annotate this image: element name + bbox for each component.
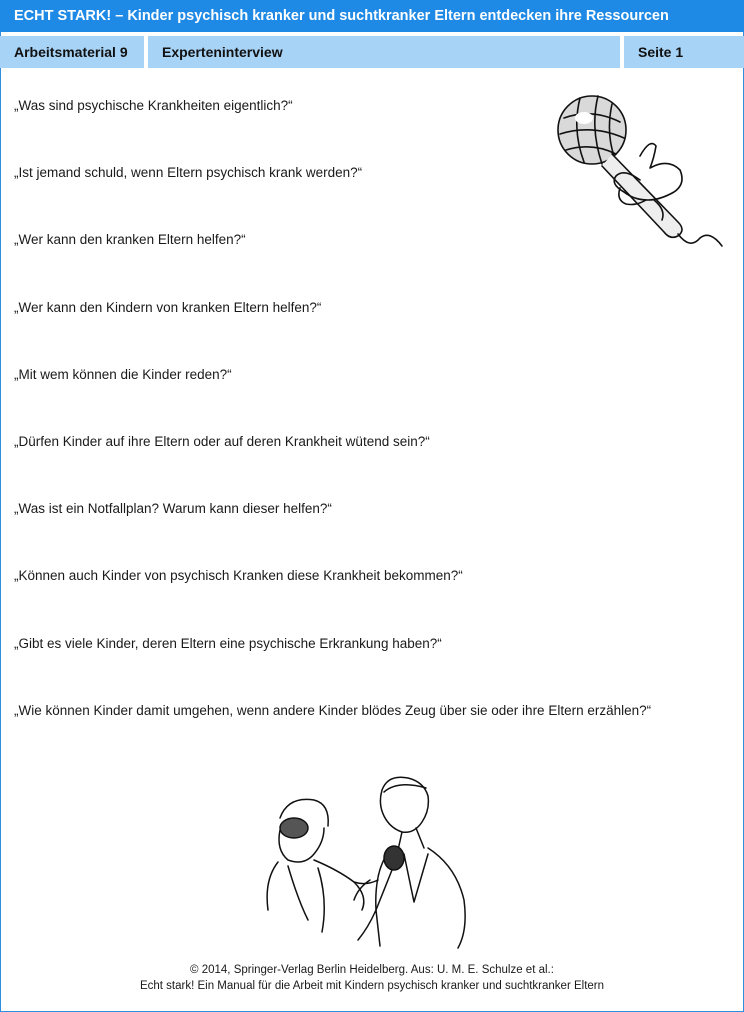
question-item: „Wie können Kinder damit umgehen, wenn andere Kinder blödes Zeug über sie oder ihre Eltern erzählen?“ xyxy=(14,702,652,718)
question-item: „Was sind psychische Krankheiten eigentlich?“ xyxy=(14,98,293,113)
microphone-illustration xyxy=(550,88,730,253)
worksheet-label: Arbeitsmaterial 9 xyxy=(0,36,144,68)
question-item: „Mit wem können die Kinder reden?“ xyxy=(14,366,232,382)
worksheet-topic: Experteninterview xyxy=(148,36,620,68)
document-title: ECHT STARK! – Kinder psychisch kranker und suchtkranker Eltern entdecken ihre Ressourcen xyxy=(0,0,744,32)
question-item: „Ist jemand schuld, wenn Eltern psychisch krank werden?“ xyxy=(14,165,363,181)
subheader-bar xyxy=(0,36,744,68)
copyright-line: © 2014, Springer-Verlag Berlin Heidelberg. Aus: U. M. E. Schulze et al.: xyxy=(190,964,554,976)
question-item: „Dürfen Kinder auf ihre Eltern oder auf deren Krankheit wütend sein?“ xyxy=(14,433,430,449)
source-line: Echt stark! Ein Manual für die Arbeit mit Kindern psychisch kranker und suchtkranker Eltern xyxy=(139,980,605,992)
page-number: Seite 1 xyxy=(624,36,744,68)
question-item: „Wer kann den Kindern von kranken Eltern helfen?“ xyxy=(14,299,322,315)
copyright-footer xyxy=(0,962,744,994)
question-item: „Wer kann den kranken Eltern helfen?“ xyxy=(14,232,246,248)
interview-illustration xyxy=(258,770,488,952)
question-item: „Gibt es viele Kinder, deren Eltern eine psychische Erkrankung haben?“ xyxy=(14,635,442,651)
question-item: „Können auch Kinder von psychisch Kranken diese Krankheit bekommen?“ xyxy=(14,568,463,584)
question-item: „Was ist ein Notfallplan? Warum kann dieser helfen?“ xyxy=(14,501,332,517)
